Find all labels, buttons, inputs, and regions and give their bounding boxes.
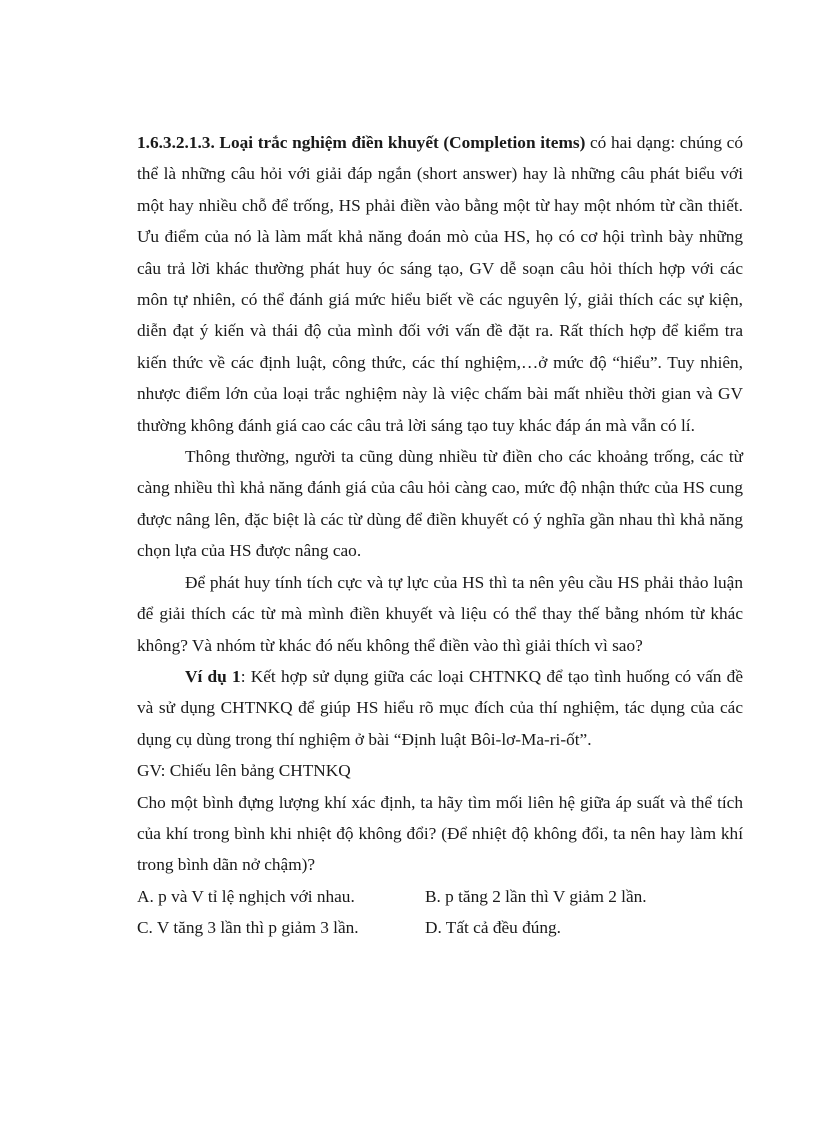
section-heading: 1.6.3.2.1.3. Loại trắc nghiệm điền khuyết (Completion items) [137,133,586,152]
option-c: C. V tăng 3 lần thì p giảm 3 lần. [137,918,359,938]
option-b: B. p tăng 2 lần thì V giảm 2 lần. [425,886,647,906]
section-paragraph [137,127,743,441]
example-text: : Kết hợp sử dụng giữa các loại CHTNKQ để tạo tình huống có vấn đề và sử dụng CHTNKQ để giúp HS hiểu rõ mục đích của thí nghiệm, tác dụng của các dụng cụ dùng trong thí nghiệm ở bài “Định luật Bôi-lơ-Ma-ri-ốt”. [137,666,743,749]
paragraph-fill-words: Thông thường, người ta cũng dùng nhiều từ điền cho các khoảng trống, các từ càng nhiều thì khả năng đánh giá của câu hỏi càng cao, mức độ nhận thức của HS cung được nâng lên, đặc biệt là các từ dùng để điền khuyết có ý nghĩa gần nhau thì khả năng chọn lựa của HS được nâng cao. [137,447,743,561]
option-a: A. p và V tỉ lệ nghịch với nhau. [137,886,355,906]
paragraph-discussion: Để phát huy tính tích cực và tự lực của HS thì ta nên yêu cầu HS phải thảo luận để giải thích các từ mà mình điền khuyết và liệu có thể thay thế bằng nhóm từ khác không? Và nhóm từ khác đó nếu không thể điền vào thì giải thích vì sao? [137,572,743,655]
question-text: Cho một bình đựng lượng khí xác định, ta hãy tìm mối liên hệ giữa áp suất và thể tích của khí trong bình khi nhiệt độ không đổi? (Để nhiệt độ không đổi, ta nên hay làm khí trong bình dãn nở chậm)? [137,792,743,875]
gv-instruction: GV: Chiếu lên bảng CHTNKQ [137,761,351,781]
example-label: Ví dụ 1 [185,666,241,686]
answer-options [137,881,743,944]
section-intro: có hai dạng: chúng có thể là những câu hỏi với giải đáp ngắn (short answer) hay là những câu phát biểu với một hay nhiều chỗ để trống, HS phải điền vào bằng một từ hay một nhóm từ cần thiết. Ưu điểm của nó là làm mất khả năng đoán mò của HS, họ có cơ hội trình bày những câu trả lời khác thường phát huy óc sáng tạo, GV dễ soạn câu hỏi thích hợp với các môn tự nhiên, có thể đánh giá mức hiểu biết về các nguyên lý, giải thích các sự kiện, diễn đạt ý kiến và thái độ của mình đối với vấn đề đặt ra. Rất thích hợp để kiểm tra kiến thức về các định luật, công thức, các thí nghiệm,…ở mức độ “hiểu”. Tuy nhiên, nhược điểm lớn của loại trắc nghiệm này là việc chấm bài mất nhiều thời gian và GV thường không đánh giá cao các câu trả lời sáng tạo tuy khác đáp án mà vẫn có lí. [137,133,743,435]
option-d: D. Tất cả đều đúng. [425,918,561,938]
document-page [137,127,743,944]
example-paragraph [137,661,743,755]
